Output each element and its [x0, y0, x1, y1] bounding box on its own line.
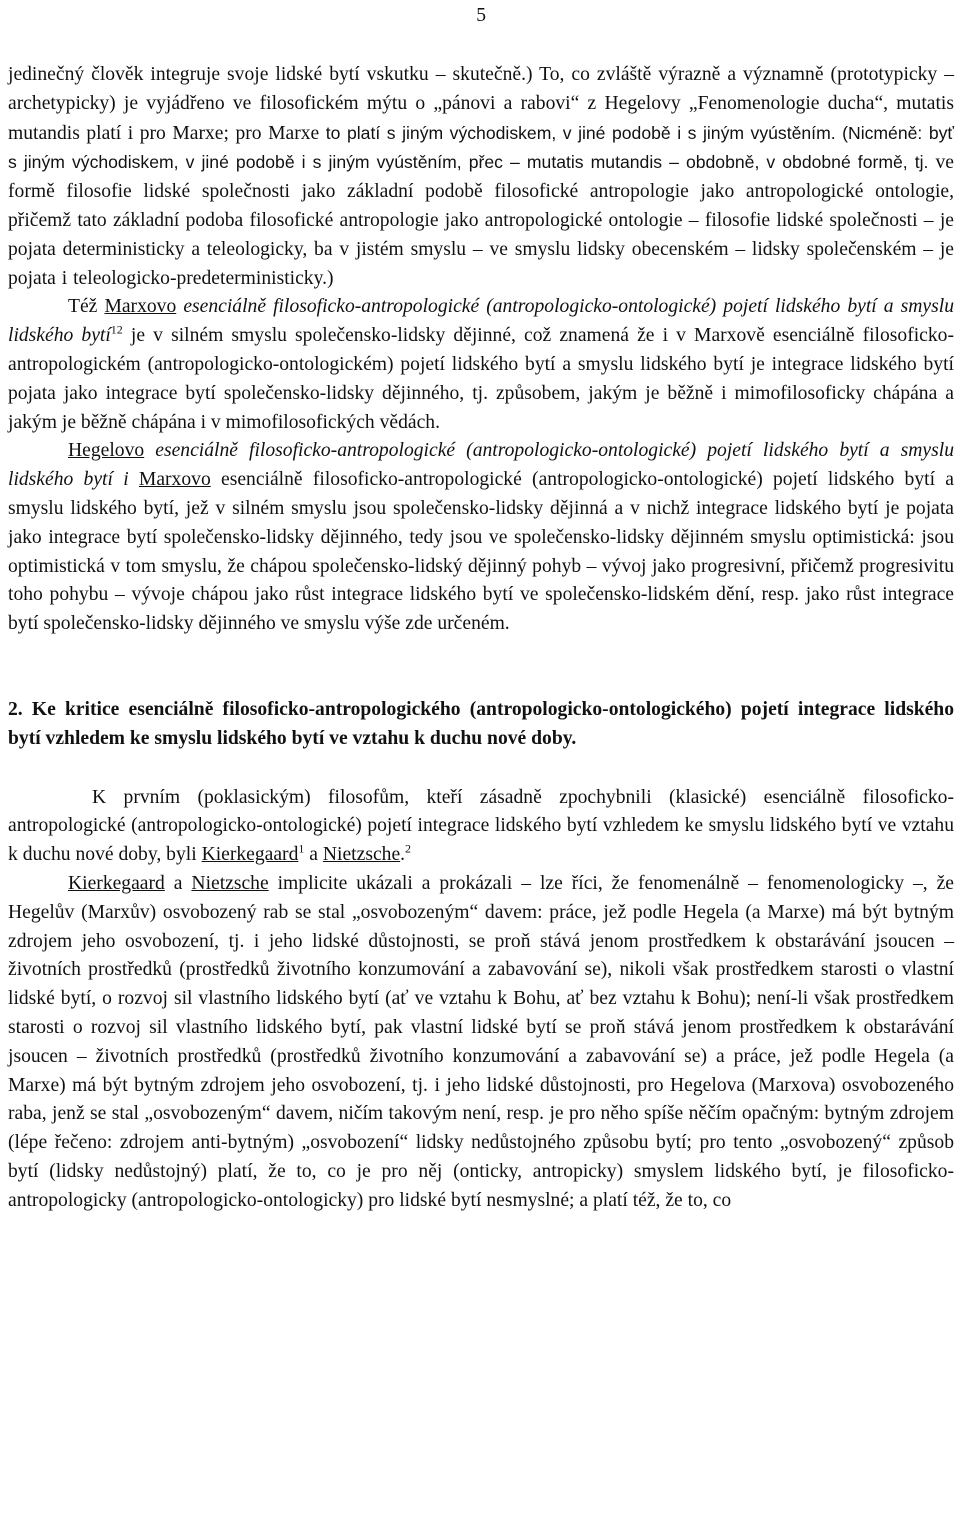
paragraph-1-text-b: to platí s jiným východiskem, v jiné podobě i s jiným vyústěním. (Nicméně: byť s jiným východiskem, v jiné podobě i s jiným vyústěním, přec – mutatis mutandis – obdobně, v obdobné formě, tj.	[8, 122, 955, 173]
paragraph-2-text-1: Též	[68, 296, 105, 318]
paragraph-1-text-a: jedinečný člověk integruje svoje lidské bytí vskutku – skutečně.) To, co zvláště výrazně a významně (prototypicky – archetypicky) je vyjádřeno ve filosofickém mýtu o „pánovi a rabovi“ z Hegelovy „Fenomenologie ducha“, mutatis mutandis platí i pro Marxe; pro Marxe	[8, 64, 954, 144]
marx-link-2[interactable]: Marxovo	[138, 469, 211, 491]
paragraph-5-text-2: implicite ukázali a prokázali – lze říci, že fenomenálně – fenomenologicky –, že Hegelův (Marxův) osvobozený rab se stal „osvobozeným“ davem: práce, jež podle Hegela (a Marxe) má být bytným zdrojem jeho osvobození, tj. i jeho lidské důstojnosti, se proň stává jenom prostředkem k obstarávání jsoucen – životních prostředků (prostředků životního konzumování a zabavování se), nikoli však prostředkem starosti o vlastní lidské bytí, o rozvoj sil vlastního lidského bytí (ať ve vztahu k Bohu, ať bez vztahu k Bohu); není-li však prostředkem starosti o rozvoj sil vlastního lidského bytí, pak vlastní lidské bytí se proň stává jenom prostředkem k obstarávání jsoucen – životních prostředků (prostředků životního konzumování a zabavování se) a práce, jež podle Hegela (a Marxe) má být bytným zdrojem jeho osvobození, tj. i jeho lidské důstojnosti, pro Hegelova (Marxova) osvobozeného raba, jenž se stal „osvobozeným“ davem, ničím takovým není, resp. je pro něho spíše něčím opačným: bytným zdrojem (lépe řečeno: zdrojem anti-bytným) „osvobození“ lidsky nedůstojného způsobu bytí; pro tento „osvobozený“ způsob bytí (lidsky nedůstojný) platí, že to, co je pro něj (onticky, antropicky) smyslem lidského bytí, je filosoficko-antropologicky (antropologicko-ontologicky) pro lidské bytí nesmyslné; a platí též, že to, co	[8, 872, 954, 1211]
document-page	[8, 0, 954, 1215]
paragraph-1	[8, 61, 954, 293]
paragraph-1-text-c: ve formě filosofie lidské společnosti jako základní podobě filosofické antropologie jako antropologické ontologie, přičemž tato základní podoba filosofické antropologie jako antropologické ontologie – filosofie lidské společnosti – je pojata deterministicky a teleologicky, ba v jistém smyslu – ve smyslu lidsky obecenském – lidsky společenském – je pojata i teleologicko-predeterministicky.)	[8, 152, 954, 289]
paragraph-4-text-1: K prvním (poklasickým) filosofům, kteří zásadně zpochybnili (klasické) esenciálně filosoficko-antropologické (antropologicko-ontologické) pojetí integrace lidského bytí vzhledem ke smyslu lidského bytí ve vztahu k duchu nové doby, byli	[8, 786, 954, 866]
paragraph-4-text-3: .	[400, 844, 406, 866]
paragraph-2-text-2: esenciálně filosoficko-antropologické (antropologicko-ontologické) pojetí lidského bytí a smyslu lidského bytí	[8, 296, 954, 347]
paragraph-5	[8, 870, 954, 1216]
paragraph-2-text-3: je v silném smyslu společensko-lidsky dějinné, což znamená že i v Marxově esenciálně filosoficko-antropologickém (antropologicko-ontologickém) pojetí lidského bytí a smyslu lidského bytí je integrace lidského bytí pojata jako integrace bytí společensko-lidsky dějinného, tj. způsobem, jakým je běžně i mimofilosoficky chápána a jakým je běžně chápána i v mimofilosofických vědách.	[8, 325, 954, 433]
paragraph-3-text-2: esenciálně filosoficko-antropologické (antropologicko-ontologické) pojetí lidského bytí a smyslu lidského bytí, jež v silném smyslu jsou společensko-lidsky dějinná a v nichž integrace lidského bytí je pojata jako integrace bytí společensko-lidsky dějinného, tedy jsou ve společensko-lidsky dějinném smyslu optimistická: jsou optimistická v tom smyslu, že chápou společensko-lidský dějinný pohyb – vývoj jako progresivní, přičemž progresivitu toho pohybu – vývoje chápou jako růst integrace lidského bytí ve společensko-lidském dění, resp. jako růst integrace bytí společensko-lidsky dějinného ve smyslu výše zde určeném.	[8, 469, 954, 635]
section-heading: 2. Ke kritice esenciálně filosoficko-antropologického (antropologicko-ontologického) pojetí integrace lidského bytí vzhledem ke smyslu lidského bytí ve vztahu k duchu nové doby.	[8, 698, 954, 749]
paragraph-5-text-1: a	[164, 872, 192, 894]
paragraph-4-text-2: a	[304, 844, 323, 866]
page-number: 5	[476, 5, 486, 26]
kierkegaard-link[interactable]: Kierkegaard	[201, 844, 299, 866]
nietzsche-link-2[interactable]: Nietzsche	[191, 872, 269, 894]
footnote-ref-2[interactable]: 2	[405, 841, 412, 856]
paragraph-4	[8, 784, 954, 870]
marx-link[interactable]: Marxovo	[104, 296, 177, 318]
footnote-ref-12[interactable]: 12	[110, 322, 123, 337]
footnote-ref-1[interactable]: 1	[298, 841, 305, 856]
kierkegaard-link-2[interactable]: Kierkegaard	[68, 872, 165, 894]
hegel-link[interactable]: Hegelovo	[68, 440, 145, 462]
nietzsche-link[interactable]: Nietzsche	[322, 844, 401, 866]
paragraph-3	[8, 437, 954, 639]
paragraph-2	[8, 293, 954, 437]
paragraph-3-text-1: esenciálně filosoficko-antropologické (antropologicko-ontologické) pojetí lidského bytí a smyslu lidského bytí i	[8, 440, 954, 491]
